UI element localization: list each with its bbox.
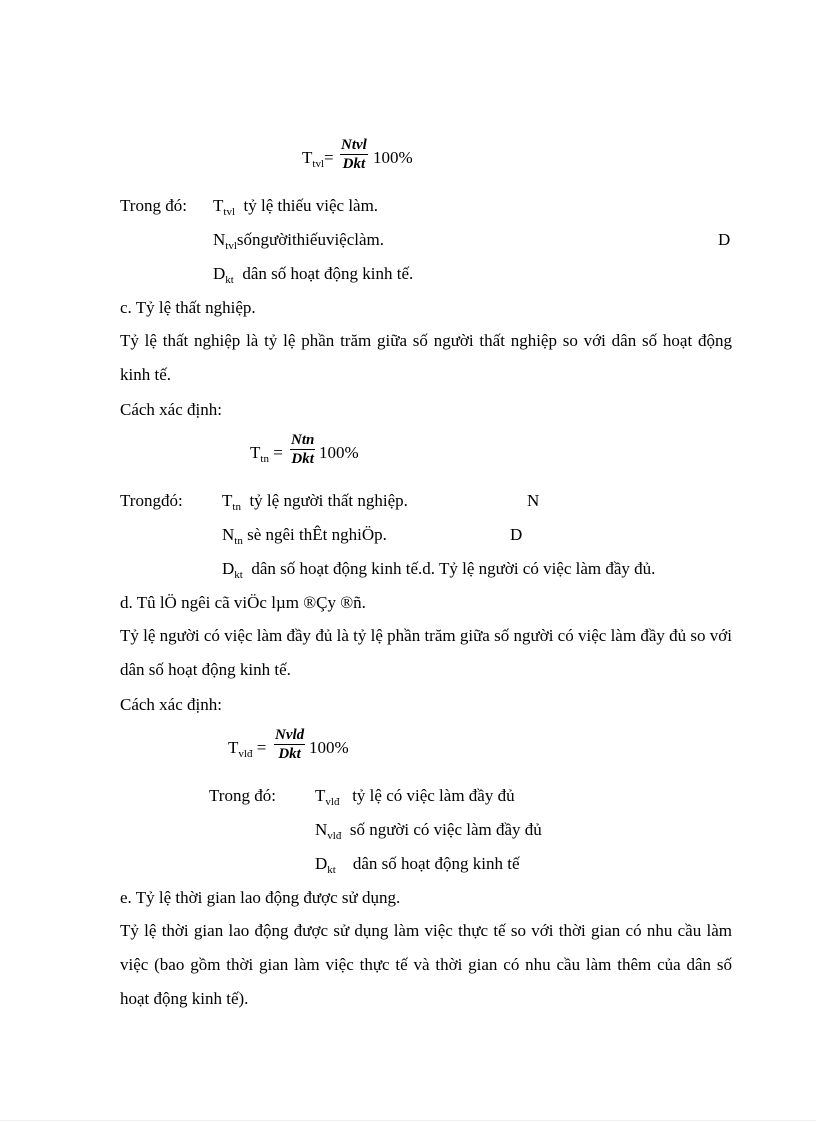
formula-vld-numerator: Nvld <box>275 727 305 743</box>
formula-vld-lhs: $T_{vlđ}$ = <box>228 738 267 760</box>
formula-tn-denominator: Dkt <box>291 451 314 467</box>
section-d-method: Cách xác định: <box>120 695 222 714</box>
where-label-b: Trong đó: <box>120 196 187 215</box>
section-d-heading: d. Tû lÖ ngêi cã viÖc lµm ®Çy ®ñ. <box>120 593 366 612</box>
formula-tn-numerator: Ntn <box>291 432 315 448</box>
formula-tn-suffix: 100% <box>319 443 359 462</box>
section-e-heading: e. Tỷ lệ thời gian lao động được sử dụng. <box>120 888 401 907</box>
def-row-c1: $T_{tn}$ tỷ lệ người thất nghiệp. <box>222 491 408 513</box>
def-row-d2: $N_{vlđ}$ số người có việc làm đầy đủ <box>315 820 542 842</box>
formula-tn-fraction <box>290 432 315 467</box>
section-d-definition: Tỷ lệ người có việc làm đầy đủ là tỷ lệ phần trăm giữa số người có việc làm đầy đủ so với dân số hoạt động kinh tế. <box>120 626 732 679</box>
formula-vld-denominator: Dkt <box>278 746 301 762</box>
where-label-d: Trong đó: <box>209 786 276 805</box>
formula-vld-suffix: 100% <box>309 738 349 757</box>
where-label-c: Trongđó: <box>120 491 183 510</box>
stray-letter-c1: N <box>527 491 540 510</box>
section-c-heading: c. Tỷ lệ thất nghiệp. <box>120 298 256 317</box>
page-bottom-divider <box>0 1120 816 1121</box>
section-c-definition: Tỷ lệ thất nghiệp là tỷ lệ phần trăm giữa số người thất nghiệp so với dân số hoạt động kinh tế. <box>120 331 732 384</box>
section-c-method: Cách xác định: <box>120 400 222 419</box>
formula-vld-fraction <box>274 727 305 762</box>
formula-tvl-suffix: 100% <box>373 148 413 167</box>
formula-tvl-numerator: Ntvl <box>341 137 367 153</box>
def-row-b3: $D_{kt}$ dân số hoạt động kinh tế. <box>213 264 414 286</box>
formula-tvl-denominator: Dkt <box>342 156 366 172</box>
def-row-d3: $D_{kt}$ dân số hoạt động kinh tế <box>315 854 520 876</box>
def-row-b1: $T_{tvl}$ tỷ lệ thiếu việc làm. <box>213 196 379 218</box>
def-row-c3: $D_{kt}$ dân số hoạt động kinh tế.d. Tỷ lệ người có việc làm đầy đủ. <box>222 559 656 581</box>
formula-tvl-fraction <box>340 137 368 172</box>
formula-tn-lhs: $T_{tn}$ = <box>250 443 283 465</box>
def-row-d1: $T_{vlđ}$ tỷ lệ có việc làm đầy đủ <box>315 786 515 808</box>
def-row-c2: $N_{tn}$ sè ngêi thÊt nghiÖp. <box>222 525 387 547</box>
def-row-b2: $N_{tvl}sốngườithiếuviệclàm$. <box>213 230 384 252</box>
section-e-definition: Tỷ lệ thời gian lao động được sử dụng làm việc thực tế so với thời gian có nhu cầu làm việc (bao gồm thời gian làm việc thực tế và thời gian có nhu cầu làm thêm của dân số hoạt động kinh tế). <box>120 921 732 1008</box>
stray-letter-c2: D <box>510 525 523 544</box>
formula-tvl-lhs: $T_{tvl}=$ <box>302 148 334 170</box>
stray-letter-b2: D <box>718 230 731 249</box>
